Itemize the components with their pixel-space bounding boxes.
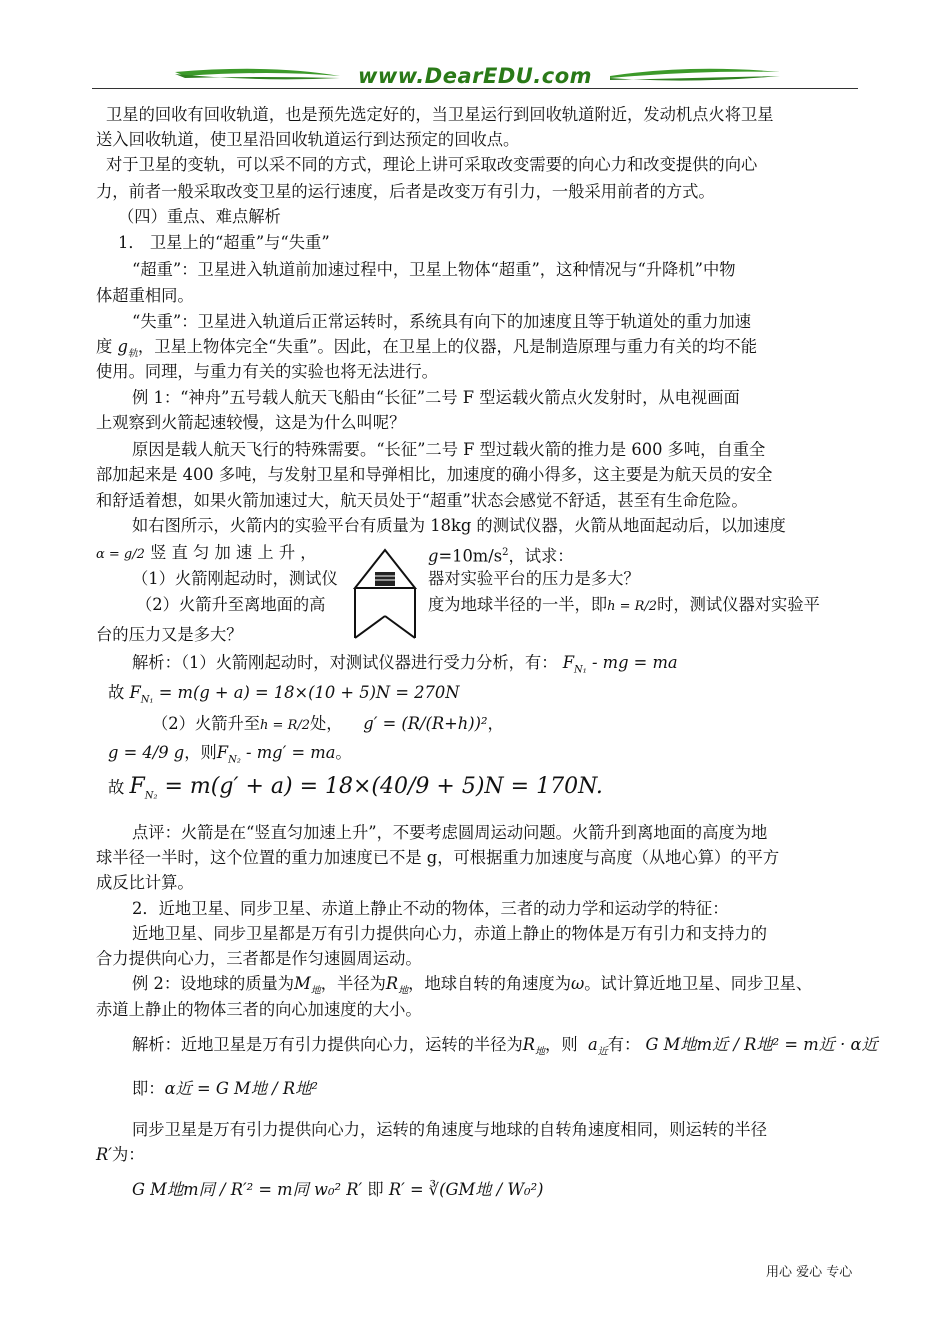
question-line: 器对实验平台的压力是多大？: [428, 569, 640, 588]
example-line: 例 1：“神舟”五号载人航天飞船由“长征”二号 F 型运载火箭点火发射时，从电视画面: [132, 388, 740, 407]
comment-line: 成反比计算。: [96, 873, 194, 892]
question-line: （2）火箭升至离地面的高: [136, 595, 326, 614]
solution-line: 解析：近地卫星是万有引力提供向心力，运转的半径为$R_地$，则 $a_近$有： G M地m近 / R地² = m近 · α近: [132, 1035, 878, 1058]
paragraph-line: 近地卫星、同步卫星都是万有引力提供向心力，赤道上静止的物体是万有引力和支持力的: [132, 924, 767, 943]
equation-6: G M地m近 / R地² = m近 · α近: [645, 1035, 878, 1054]
equation-line: 故 $F_{N_2} = m(g' + a) = 18\times(40/9 + 5)N = 170N$.: [108, 774, 603, 802]
paragraph-line: R′为：: [96, 1145, 145, 1164]
paragraph-line: 部加起来是 400 多吨，与发射卫星和导弹相比，加速度的确小得多，这主要是为航天员的安全: [96, 465, 773, 484]
equation-2: $F_{N_1} = m(g + a) = 18\times(10 + 5)N = 270N$: [129, 683, 460, 706]
paragraph-line: α = g/2 竖 直 匀 加 速 上 升 ，: [96, 543, 317, 562]
paragraph-line: 如右图所示，火箭内的实验平台有质量为 18kg 的测试仪器，火箭从地面起动后，以加速度: [132, 516, 786, 535]
paragraph-line: 体超重相同。: [96, 286, 194, 305]
equation-1: $F_{N_1}$ - mg = ma: [562, 653, 678, 676]
paragraph-line: 使用。同理，与重力有关的实验也将无法进行。: [96, 362, 438, 381]
equation-line: g = 4/9 g，则$F_{N_2} - mg'$ = ma。: [108, 743, 352, 766]
section-heading: （四）重点、难点解析: [118, 207, 281, 226]
equation-line: （2）火箭升至h = R/2处， g′ = (R/(R+h))²，: [152, 714, 504, 733]
equation-5: $F_{N_2} = m(g' + a) = 18\times(40/9 + 5)N = 170N$.: [129, 774, 603, 802]
paragraph-line: 同步卫星是万有引力提供向心力，运转的角速度与地球的自转角速度相同，则运转的半径: [132, 1120, 767, 1139]
equation-line: 故 $F_{N_1} = m(g + a) = 18\times(10 + 5)N = 270N$: [108, 683, 460, 706]
equation-7: α近 = G M地 / R地²: [164, 1079, 318, 1098]
paragraph-line: 力，前者一般采取改变卫星的运行速度，后者是改变万有引力，一般采用前者的方式。: [96, 182, 715, 201]
paragraph-line: 原因是载人航天飞行的特殊需要。“长征”二号 F 型过载火箭的推力是 600 多吨，自重全: [132, 440, 766, 459]
paragraph-line: 对于卫星的变轨，可以采不同的方式，理论上讲可采取改变需要的向心力和改变提供的向心: [106, 155, 758, 174]
paragraph-line: 合力提供向心力，三者都是作匀速圆周运动。: [96, 949, 422, 968]
subsection-heading: 1． 卫星上的“超重”与“失重”: [118, 233, 330, 252]
h-equation: h = R/2: [607, 599, 658, 614]
subsection-heading: 2．近地卫星、同步卫星、赤道上静止不动的物体，三者的动力学和运动学的特征：: [132, 899, 729, 918]
site-url: www.DearEDU.com: [357, 64, 593, 88]
example-line: 例 2：设地球的质量为$M_地$，半径为$R_地$，地球自转的角速度为ω。试计算近地卫星、同步卫星、: [132, 974, 813, 997]
question-line: 台的压力又是多大？: [96, 625, 243, 644]
comment-line: 点评：火箭是在“竖直匀加速上升”，不要考虑圆周运动问题。火箭升到离地面的高度为地: [132, 823, 768, 842]
paragraph-line: 赤道上静止的物体三者的向心加速度的大小。: [96, 1000, 422, 1019]
equation-4b: $F_{N_2} - mg'$ = ma: [216, 743, 336, 766]
equation-4a: g = 4/9 g: [108, 743, 185, 762]
page-footer: 用心 爱心 专心: [766, 1265, 853, 1280]
alpha-equation: α = g/2: [96, 547, 145, 562]
equation-line: 即：α近 = G M地 / R地²: [132, 1079, 318, 1098]
paragraph-line: 送入回收轨道，使卫星沿回收轨道运行到达预定的回收点。: [96, 130, 520, 149]
equation-8: G M地m同 / R′² = m同 w₀² R′: [132, 1180, 363, 1199]
paragraph-line: “超重”：卫星进入轨道前加速过程中，卫星上物体“超重”，这种情况与“升降机”中物: [132, 260, 736, 279]
paragraph-line: 上观察到火箭起速较慢，这是为什么叫呢？: [96, 413, 406, 432]
paragraph-line: $g=10m/s^2$，试求：: [428, 546, 574, 566]
equation-9: R′ = ∛(GM地 / W₀²): [388, 1180, 544, 1199]
header-rule: [92, 88, 858, 89]
equation-3: g′ = (R/(R+h))²: [363, 714, 488, 733]
paragraph-line: “失重”：卫星进入轨道后正常运转时，系统具有向下的加速度且等于轨道处的重力加速: [132, 312, 752, 331]
equation-line: G M地m同 / R′² = m同 w₀² R′ 即 R′ = ∛(GM地 / W₀²): [132, 1180, 544, 1199]
paragraph-line: 和舒适着想，如果火箭加速过大，航天员处于“超重”状态会感觉不舒适，甚至有生命危险。: [96, 491, 748, 510]
paragraph-line: 度 $g_轨$，卫星上物体完全“失重”。因此，在卫星上的仪器，凡是制造原理与重力有关的均不能: [96, 337, 757, 360]
rocket-diagram-icon: [350, 548, 420, 640]
comment-line: 球半径一半时，这个位置的重力加速度已不是 g，可根据重力加速度与高度（从地心算）的平方: [96, 848, 780, 867]
paragraph-line: 卫星的回收有回收轨道，也是预先选定好的，当卫星运行到回收轨道附近，发动机点火将卫星: [106, 105, 774, 124]
g-orbit-symbol: $g_轨$: [117, 337, 138, 360]
question-line: 度为地球半径的一半，即h = R/2时，测试仪器对实验平: [428, 595, 820, 614]
solution-line: 解析：（1）火箭刚起动时，对测试仪器进行受力分析，有： $F_{N_1}$ - mg = ma: [132, 653, 678, 676]
question-line: （1）火箭刚起动时，测试仪: [132, 569, 338, 588]
